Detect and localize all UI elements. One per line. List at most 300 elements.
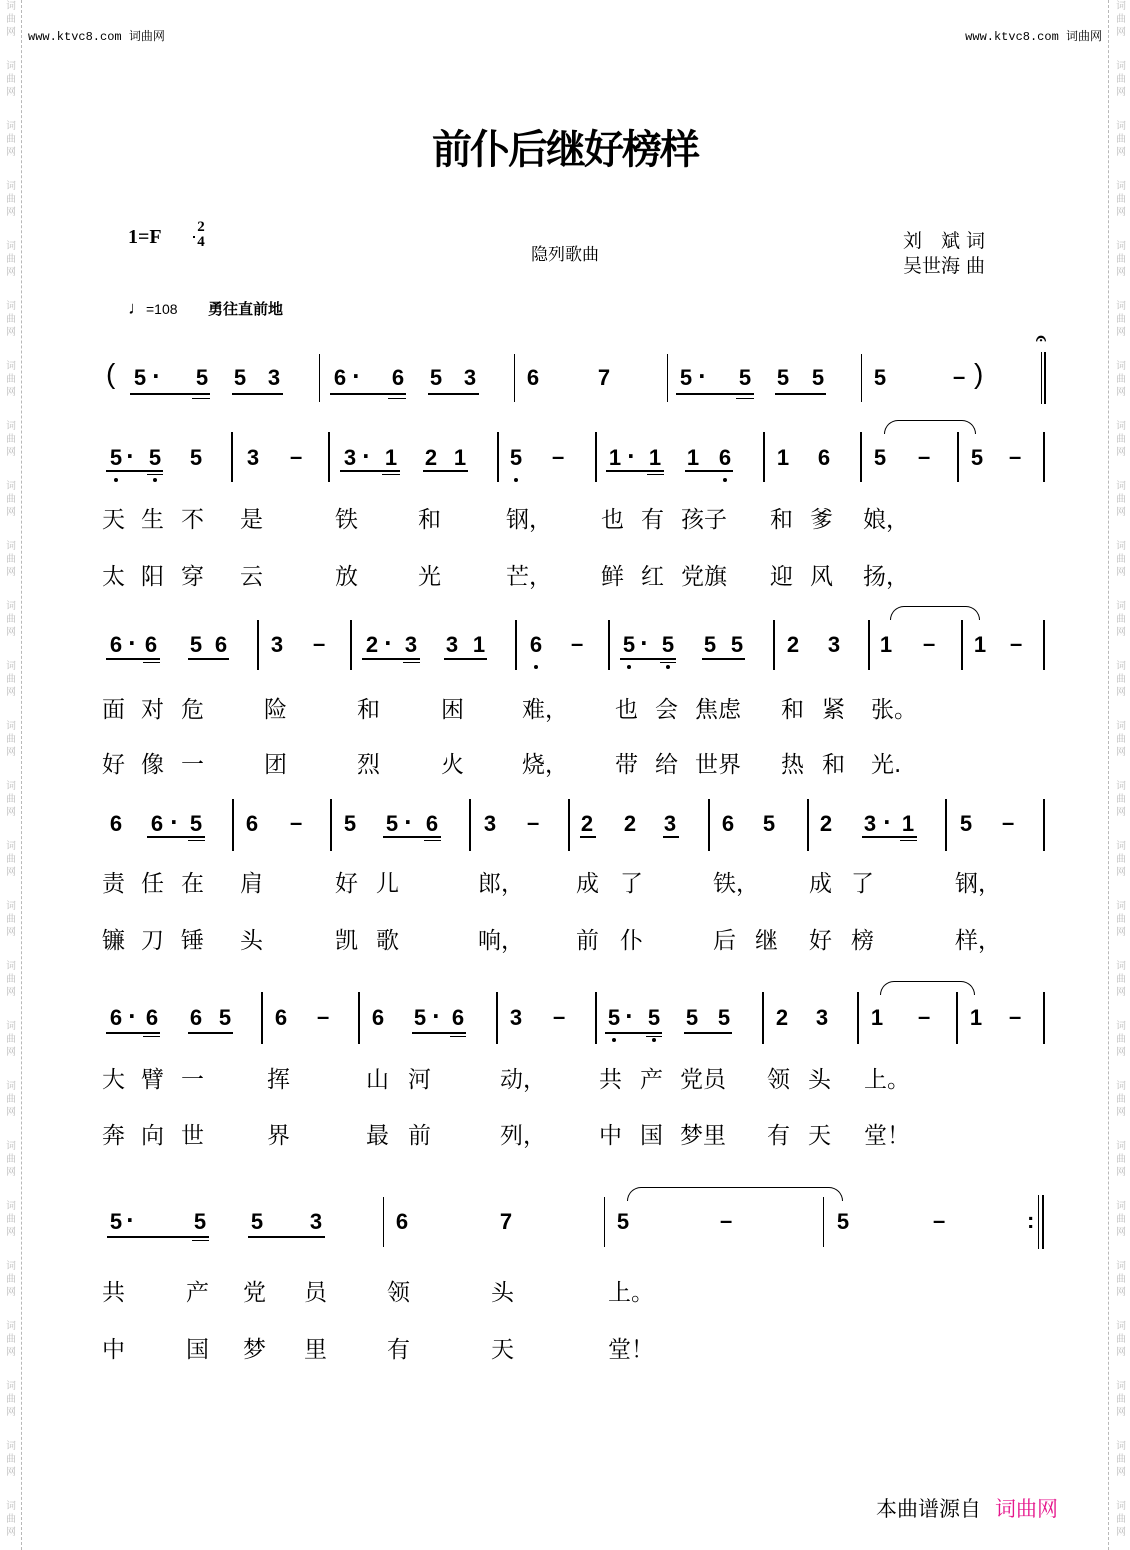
sustain-dash: –	[571, 631, 584, 656]
beam-underline	[382, 474, 400, 475]
lyric-char: 和	[418, 507, 441, 533]
lyric-char: 刀	[141, 928, 164, 954]
lyric-char: 员	[304, 1280, 327, 1306]
watermark-text: 词 曲 网	[1116, 1321, 1126, 1358]
jianpu-note: 5	[730, 632, 744, 657]
lyric-char: 张。	[871, 697, 917, 723]
lyric-char: 动，	[500, 1067, 546, 1093]
lyric-char: 和	[357, 697, 380, 723]
barline	[496, 992, 498, 1044]
key-signature: 1=F	[128, 226, 162, 248]
barline	[358, 992, 360, 1044]
beam-underline	[388, 398, 406, 399]
beam-underline	[862, 836, 917, 838]
expression-marking: 勇往直前地	[208, 300, 284, 318]
sustain-dash: –	[553, 1004, 566, 1029]
lyric-char: 梦	[243, 1337, 266, 1363]
augmentation-dot: ·	[126, 444, 134, 468]
lyric-char: 带	[615, 752, 638, 778]
barline	[1043, 799, 1045, 851]
lower-octave-dot	[627, 665, 631, 669]
watermark-text: 词 曲 网	[6, 1441, 16, 1478]
lyric-char: 后	[713, 928, 736, 954]
watermark-text: 词 曲 网	[6, 541, 16, 578]
jianpu-note: 6	[451, 1005, 465, 1030]
beam-underline	[605, 1032, 662, 1034]
lyric-char: 对	[141, 697, 164, 723]
watermark-text: 词 曲 网	[1116, 721, 1126, 758]
jianpu-note: 1	[969, 1005, 983, 1030]
time-signature-numerator: 2	[197, 219, 205, 235]
jianpu-note: 5	[385, 811, 399, 836]
barline	[868, 620, 870, 670]
augmentation-dot: ·	[432, 1004, 440, 1028]
lyric-char: 有	[387, 1337, 410, 1363]
lyric-char: 有	[767, 1123, 790, 1149]
lyric-char: 儿	[376, 871, 399, 897]
watermark-text: 词 曲 网	[1116, 1261, 1126, 1298]
lyric-char: 大	[102, 1067, 125, 1093]
lyric-char: 了	[851, 871, 874, 897]
jianpu-note: 5	[703, 632, 717, 657]
watermark-text: 词 曲 网	[6, 1261, 16, 1298]
watermark-text: 词 曲 网	[1116, 481, 1126, 518]
lyric-char: 河	[408, 1067, 431, 1093]
lyric-char: 国	[640, 1123, 663, 1149]
open-paren: (	[106, 358, 116, 389]
jianpu-note: 5	[959, 811, 973, 836]
jianpu-note: 5	[189, 811, 203, 836]
lyric-char: 生	[141, 507, 164, 533]
jianpu-note: 6	[425, 811, 439, 836]
tempo-marking	[128, 298, 178, 319]
barline	[762, 992, 764, 1044]
jianpu-note: 1	[608, 445, 622, 470]
watermark-text: 词 曲 网	[1116, 661, 1126, 698]
watermark-text: 词 曲 网	[1116, 361, 1126, 398]
jianpu-note: 3	[815, 1005, 829, 1030]
right-margin-watermark	[1108, 0, 1130, 1550]
composer-credit: 吴世海 曲	[903, 255, 986, 277]
watermark-text: 词 曲 网	[6, 961, 16, 998]
watermark-text: 词 曲 网	[6, 241, 16, 278]
jianpu-note: 2	[623, 811, 637, 836]
jianpu-note: 5	[970, 445, 984, 470]
jianpu-note: 5	[189, 445, 203, 470]
beam-underline	[143, 662, 160, 663]
lyric-char: 天	[102, 507, 125, 533]
lyric-char: 铁，	[713, 871, 759, 897]
sustain-dash: –	[918, 444, 931, 469]
jianpu-note: 2	[775, 1005, 789, 1030]
augmentation-dot: ·	[883, 810, 891, 834]
barline	[231, 432, 233, 482]
sustain-dash: –	[720, 1208, 733, 1233]
lyric-char: 烧，	[522, 752, 568, 778]
lyric-char: 仆	[620, 928, 643, 954]
jianpu-note: 6	[245, 811, 259, 836]
watermark-text: 词 曲 网	[6, 841, 16, 878]
jianpu-note: 5	[873, 445, 887, 470]
barline	[773, 620, 775, 670]
watermark-text: 词 曲 网	[1116, 961, 1126, 998]
lyric-char: 前	[408, 1123, 431, 1149]
jianpu-note: 5	[507, 446, 525, 470]
beam-underline	[450, 1036, 466, 1037]
beam-underline	[248, 1236, 325, 1238]
lower-octave-dot	[514, 478, 518, 482]
lyric-char: 火	[441, 752, 464, 778]
barline	[608, 620, 610, 670]
brand-link[interactable]: 词曲网	[995, 1497, 1058, 1521]
beam-underline	[192, 1240, 209, 1241]
jianpu-note: 6	[817, 445, 831, 470]
beam-underline	[147, 836, 205, 838]
jianpu-note: 5	[776, 365, 790, 390]
tie-slur	[884, 420, 976, 434]
jianpu-note: 6	[150, 811, 164, 836]
lyric-char: 钢，	[506, 507, 552, 533]
jianpu-note: 3	[267, 365, 281, 390]
lyric-char: 云	[240, 564, 263, 590]
lyric-char: 列，	[500, 1123, 546, 1149]
jianpu-note: 1	[686, 445, 700, 470]
barline	[595, 992, 597, 1044]
jianpu-note: 6	[721, 811, 735, 836]
sustain-dash: –	[527, 810, 540, 835]
lyric-char: 党	[243, 1280, 266, 1306]
lyric-char: 世界	[695, 752, 741, 778]
beam-underline	[147, 474, 163, 475]
left-margin-dashed-line	[21, 0, 22, 1550]
beam-underline	[736, 398, 754, 399]
beam-underline	[900, 840, 917, 841]
watermark-text: 词 曲 网	[1116, 1441, 1126, 1478]
watermark-text: 词 曲 网	[6, 481, 16, 518]
lyric-char: 好	[335, 871, 358, 897]
lyric-char: 好	[102, 752, 125, 778]
barline	[957, 432, 959, 482]
lyric-char: 党员	[680, 1067, 726, 1093]
beam-underline	[606, 470, 664, 472]
site-url-right[interactable]: www.ktvc8.com 词曲网	[965, 30, 1102, 44]
lyric-char: 放	[335, 564, 358, 590]
lyric-char: 领	[387, 1280, 410, 1306]
watermark-text: 词 曲 网	[6, 1501, 16, 1538]
lyric-char: 危	[181, 697, 204, 723]
augmentation-dot: ·	[384, 631, 392, 655]
barline	[763, 432, 765, 482]
lyricist-credit: 刘 斌 词	[903, 230, 986, 252]
lyric-char: 奔	[102, 1123, 125, 1149]
beam-underline	[647, 474, 664, 475]
beam-underline	[232, 393, 283, 395]
jianpu-note: 3	[343, 445, 357, 470]
lower-octave-dot	[612, 1038, 616, 1042]
beam-underline	[685, 470, 733, 472]
lyric-char: 钢，	[955, 871, 1001, 897]
watermark-text: 词 曲 网	[1116, 901, 1126, 938]
lyric-char: 险	[264, 697, 287, 723]
barline	[1044, 352, 1046, 404]
jianpu-note: 6	[716, 446, 734, 470]
lower-octave-dot	[652, 1038, 656, 1042]
lyric-char: 国	[186, 1337, 209, 1363]
beam-underline	[444, 658, 487, 660]
tie-slur	[627, 1187, 843, 1201]
beam-underline	[646, 1036, 662, 1037]
barline	[945, 799, 947, 851]
watermark-text: 词 曲 网	[1116, 541, 1126, 578]
time-signature-denominator: 4	[197, 234, 205, 250]
lyric-char: 中	[102, 1337, 125, 1363]
jianpu-note: 2	[819, 811, 833, 836]
sustain-dash: –	[1009, 1004, 1022, 1029]
lyric-char: 迎	[770, 564, 793, 590]
jianpu-note: 5	[873, 365, 887, 390]
jianpu-note: 5	[233, 365, 247, 390]
jianpu-note: 3	[827, 632, 841, 657]
sustain-dash: –	[933, 1208, 946, 1233]
lyric-char: 头	[808, 1067, 831, 1093]
jianpu-note: 7	[597, 365, 611, 390]
watermark-text: 词 曲 网	[1116, 181, 1126, 218]
lyric-char: 鲜	[601, 564, 624, 590]
jianpu-note: 5	[811, 365, 825, 390]
source-footer	[876, 1493, 1058, 1523]
lyric-char: 锤	[181, 928, 204, 954]
barline	[261, 992, 263, 1044]
lyric-char: 铁	[335, 507, 358, 533]
watermark-text: 词 曲 网	[1116, 301, 1126, 338]
jianpu-note: 3	[404, 632, 418, 657]
lyric-char: 响，	[478, 928, 524, 954]
barline	[257, 620, 259, 670]
jianpu-note: 5	[343, 811, 357, 836]
close-paren: )	[974, 358, 984, 389]
lyric-char: 一	[181, 752, 204, 778]
watermark-text: 词 曲 网	[6, 361, 16, 398]
jianpu-note: 1	[776, 445, 790, 470]
lyric-char: 像	[141, 752, 164, 778]
song-title: 前仆后继好榜样	[432, 127, 698, 173]
jianpu-note: 2	[365, 632, 379, 657]
tempo-value: =108	[146, 301, 178, 317]
jianpu-note: 5	[218, 1005, 232, 1030]
lyric-char: 红	[641, 564, 664, 590]
jianpu-note: 6	[109, 632, 123, 657]
beam-underline	[663, 836, 679, 838]
augmentation-dot: ·	[625, 1004, 633, 1028]
jianpu-note: 2	[424, 445, 438, 470]
barline	[857, 992, 859, 1044]
sustain-dash: –	[1009, 444, 1022, 469]
watermark-text: 词 曲 网	[6, 601, 16, 638]
jianpu-note: 6	[274, 1005, 288, 1030]
lyric-char: 风	[810, 564, 833, 590]
sustain-dash: –	[953, 364, 966, 389]
jianpu-note: 5	[685, 1005, 699, 1030]
augmentation-dot: ·	[152, 364, 160, 388]
lyric-char: 也	[615, 697, 638, 723]
lyric-char: 不	[181, 507, 204, 533]
barline	[956, 992, 958, 1044]
watermark-text: 词 曲 网	[1116, 1501, 1126, 1538]
lyric-char: 任	[141, 871, 164, 897]
jianpu-note: 6	[371, 1005, 385, 1030]
jianpu-note: 5	[762, 811, 776, 836]
beam-underline	[428, 393, 479, 395]
watermark-text: 词 曲 网	[6, 1, 16, 38]
lyric-char: 热	[781, 752, 804, 778]
jianpu-note: 5	[250, 1209, 264, 1234]
beam-underline	[107, 1236, 209, 1238]
augmentation-dot: ·	[627, 444, 635, 468]
beam-underline	[143, 1036, 160, 1037]
jianpu-note: 5	[195, 365, 209, 390]
jianpu-note: 6	[391, 365, 405, 390]
watermark-text: 词 曲 网	[6, 1201, 16, 1238]
lyric-char: 天	[808, 1123, 831, 1149]
barline	[514, 354, 515, 402]
tie-slur	[890, 606, 980, 620]
lyric-char: 堂！	[608, 1337, 654, 1363]
lyric-char: 光	[418, 564, 441, 590]
lyric-char: 困	[441, 697, 464, 723]
lyric-char: 孩子	[681, 507, 727, 533]
lyric-char: 前	[576, 928, 599, 954]
lyric-char: 肩	[240, 871, 263, 897]
repeat-dots: :	[1027, 1208, 1035, 1233]
jianpu-note: 5	[605, 1006, 623, 1030]
lower-octave-dot	[153, 478, 157, 482]
augmentation-dot: ·	[352, 364, 360, 388]
jianpu-note: 6	[333, 365, 347, 390]
quarter-note-icon: ♩	[128, 298, 146, 318]
beam-underline	[702, 658, 745, 660]
watermark-text: 词 曲 网	[6, 721, 16, 758]
jianpu-note: 6	[144, 632, 158, 657]
beam-underline	[412, 1032, 466, 1034]
jianpu-note: 5	[659, 633, 677, 657]
lyric-char: 产	[186, 1280, 209, 1306]
fermata-icon: 𝄐	[1036, 328, 1047, 349]
lyric-char: 和	[781, 697, 804, 723]
lyric-char: 有	[641, 507, 664, 533]
jianpu-note: 1	[648, 445, 662, 470]
jianpu-note: 6	[395, 1209, 409, 1234]
sustain-dash: –	[923, 631, 936, 656]
lyric-char: 也	[601, 507, 624, 533]
jianpu-note: 5	[717, 1005, 731, 1030]
barline	[708, 799, 710, 851]
right-margin-dashed-line	[1108, 0, 1109, 1550]
watermark-text: 词 曲 网	[1116, 121, 1126, 158]
jianpu-note: 3	[509, 1005, 523, 1030]
lyric-char: 责	[102, 871, 125, 897]
barline	[319, 354, 320, 402]
barline	[497, 432, 499, 482]
lyric-char: 成	[809, 871, 832, 897]
augmentation-dot: ·	[362, 444, 370, 468]
barline	[330, 799, 332, 851]
lyric-char: 光.	[871, 752, 902, 778]
watermark-text: 词 曲 网	[1116, 1141, 1126, 1178]
barline	[1041, 352, 1042, 404]
augmentation-dot: ·	[170, 810, 178, 834]
barline	[604, 1197, 605, 1247]
barline	[469, 799, 471, 851]
jianpu-note: 6	[527, 633, 545, 657]
jianpu-note: 5	[189, 632, 203, 657]
lyric-char: 阳	[141, 564, 164, 590]
beam-underline	[676, 393, 754, 395]
jianpu-note: 3	[463, 365, 477, 390]
beam-underline	[580, 836, 596, 838]
sustain-dash: –	[1002, 810, 1015, 835]
lyric-char: 和	[822, 752, 845, 778]
lyric-char: 郎，	[478, 871, 524, 897]
barline	[232, 799, 234, 851]
lyric-char: 是	[240, 507, 263, 533]
lyric-char: 上。	[864, 1067, 910, 1093]
sustain-dash: –	[317, 1004, 330, 1029]
beam-underline	[188, 840, 205, 841]
lyric-char: 共	[102, 1280, 125, 1306]
beam-underline	[362, 658, 420, 660]
beam-underline	[188, 658, 229, 660]
jianpu-note: 5	[133, 365, 147, 390]
jianpu-note: 6	[526, 365, 540, 390]
lyric-char: 紧	[822, 697, 845, 723]
watermark-text: 词 曲 网	[6, 781, 16, 818]
watermark-text: 词 曲 网	[1116, 1201, 1126, 1238]
watermark-text: 词 曲 网	[6, 421, 16, 458]
lyric-char: 穿	[181, 564, 204, 590]
lyric-char: 扬，	[863, 564, 909, 590]
augmentation-dot: ·	[404, 810, 412, 834]
credits	[903, 229, 985, 279]
jianpu-note: 1	[453, 445, 467, 470]
jianpu-note: 1	[901, 811, 915, 836]
beam-underline	[106, 470, 163, 472]
watermark-text: 词 曲 网	[1116, 421, 1126, 458]
lyric-char: 芒，	[506, 564, 552, 590]
watermark-text: 词 曲 网	[6, 61, 16, 98]
tie-slur	[880, 981, 975, 995]
jianpu-note: 5	[146, 446, 164, 470]
jianpu-note: 5	[645, 1006, 663, 1030]
jianpu-note: 3	[445, 632, 459, 657]
lyric-char: 山	[366, 1067, 389, 1093]
lyric-char: 领	[767, 1067, 790, 1093]
watermark-text: 词 曲 网	[6, 181, 16, 218]
barline	[807, 799, 809, 851]
jianpu-note: 5	[429, 365, 443, 390]
watermark-text: 词 曲 网	[6, 1081, 16, 1118]
site-url-left[interactable]: www.ktvc8.com 词曲网	[28, 30, 165, 44]
lyric-char: 和	[770, 507, 793, 533]
beam-underline	[192, 398, 210, 399]
lyric-char: 给	[655, 752, 678, 778]
barline	[328, 432, 330, 482]
lyric-char: 头	[491, 1280, 514, 1306]
jianpu-note: 3	[863, 811, 877, 836]
barline	[860, 432, 862, 482]
watermark-text: 词 曲 网	[1116, 841, 1126, 878]
lyric-char: 党旗	[681, 564, 727, 590]
jianpu-note: 5	[620, 633, 638, 657]
